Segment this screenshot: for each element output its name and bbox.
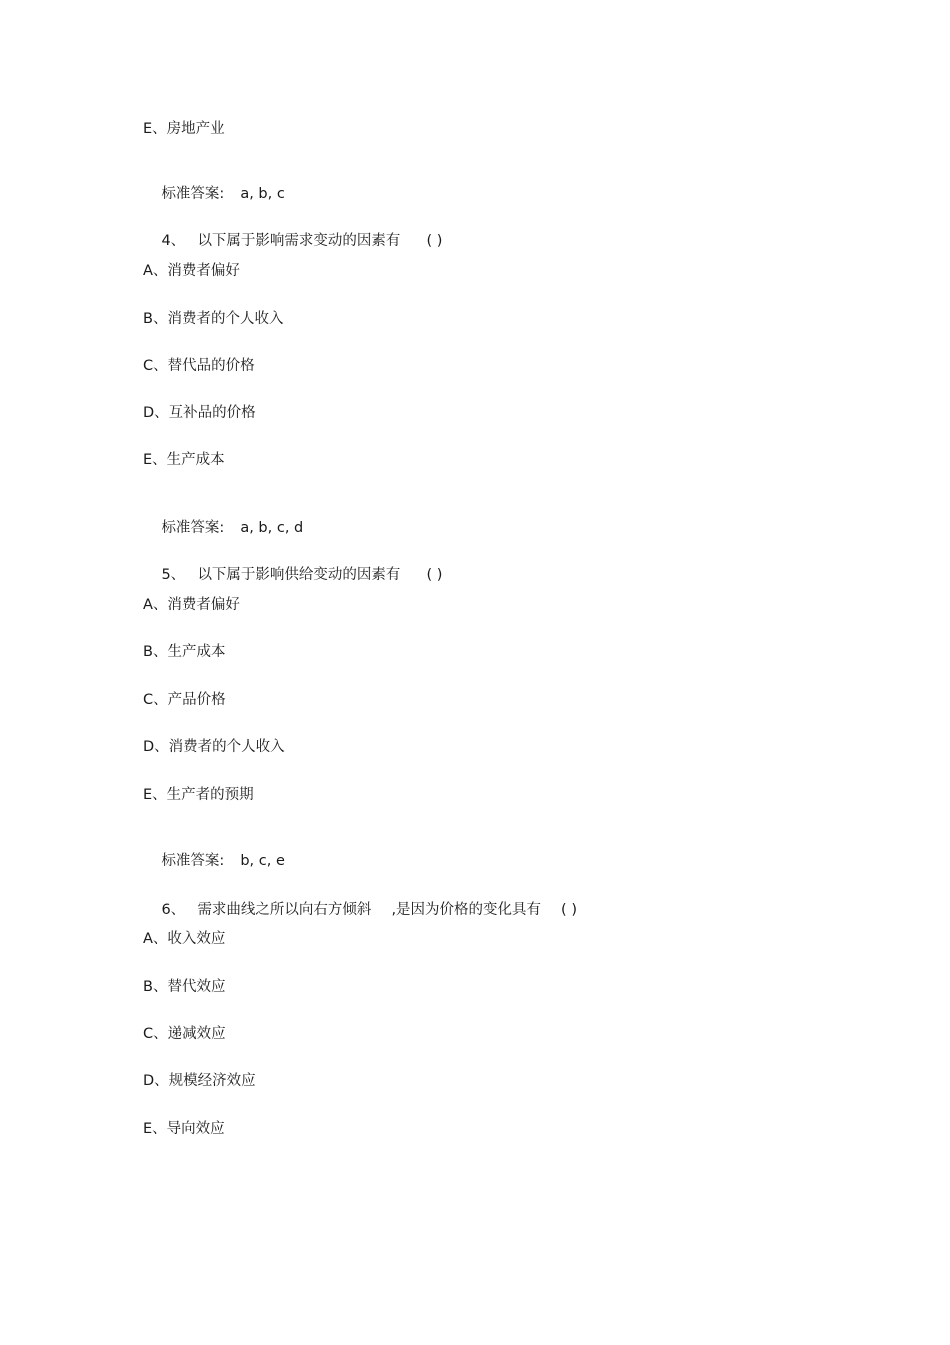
answer-label: 标准答案:: [161, 853, 225, 869]
answer-blank: ( ): [426, 567, 443, 583]
q4-option-a: A、消费者偏好: [143, 263, 240, 279]
q5-option-d: D、消费者的个人收入: [143, 739, 285, 755]
answer-label: 标准答案:: [161, 186, 225, 202]
q6-option-a: A、收入效应: [143, 931, 226, 947]
q4-option-d: D、互补品的价格: [143, 405, 256, 421]
q5-option-a: A、消费者偏好: [143, 597, 240, 613]
q6-option-c: C、递减效应: [143, 1026, 226, 1042]
q5-answer: [143, 834, 285, 888]
answer-blank: ( ): [561, 902, 577, 918]
q6-option-e: E、导向效应: [143, 1121, 225, 1137]
answer-label: 标准答案:: [161, 520, 225, 536]
q6-option-d: D、规模经济效应: [143, 1073, 256, 1089]
q4-option-c: C、替代品的价格: [143, 358, 255, 374]
q5-option-e: E、生产者的预期: [143, 787, 254, 803]
question-number: 5、: [161, 567, 186, 583]
q5-option-c: C、产品价格: [143, 692, 226, 708]
answer-value: b, c, e: [240, 853, 285, 869]
q5-option-b: B、生产成本: [143, 644, 226, 660]
q6-option-b: B、替代效应: [143, 979, 226, 995]
question-5: [143, 548, 442, 602]
answer-blank: ( ): [426, 233, 443, 249]
q4-option-e: E、生产成本: [143, 452, 225, 468]
answer-value: a, b, c: [240, 186, 285, 202]
q4-option-b: B、消费者的个人收入: [143, 311, 284, 327]
question-number: 4、: [161, 233, 186, 249]
question-number: 6、: [161, 902, 186, 918]
question-stem: 需求曲线之所以向右方倾斜: [197, 902, 372, 918]
question-6: [143, 883, 577, 937]
question-stem: 以下属于影响需求变动的因素有: [197, 233, 401, 249]
question-4: [143, 214, 442, 268]
prev-answer: [143, 167, 285, 221]
question-stem-continued: ,是因为价格的变化具有: [391, 902, 542, 918]
q4-answer: [143, 501, 303, 555]
answer-value: a, b, c, d: [240, 520, 304, 536]
prev-option-e: E、房地产业: [143, 121, 225, 137]
question-stem: 以下属于影响供给变动的因素有: [197, 567, 401, 583]
